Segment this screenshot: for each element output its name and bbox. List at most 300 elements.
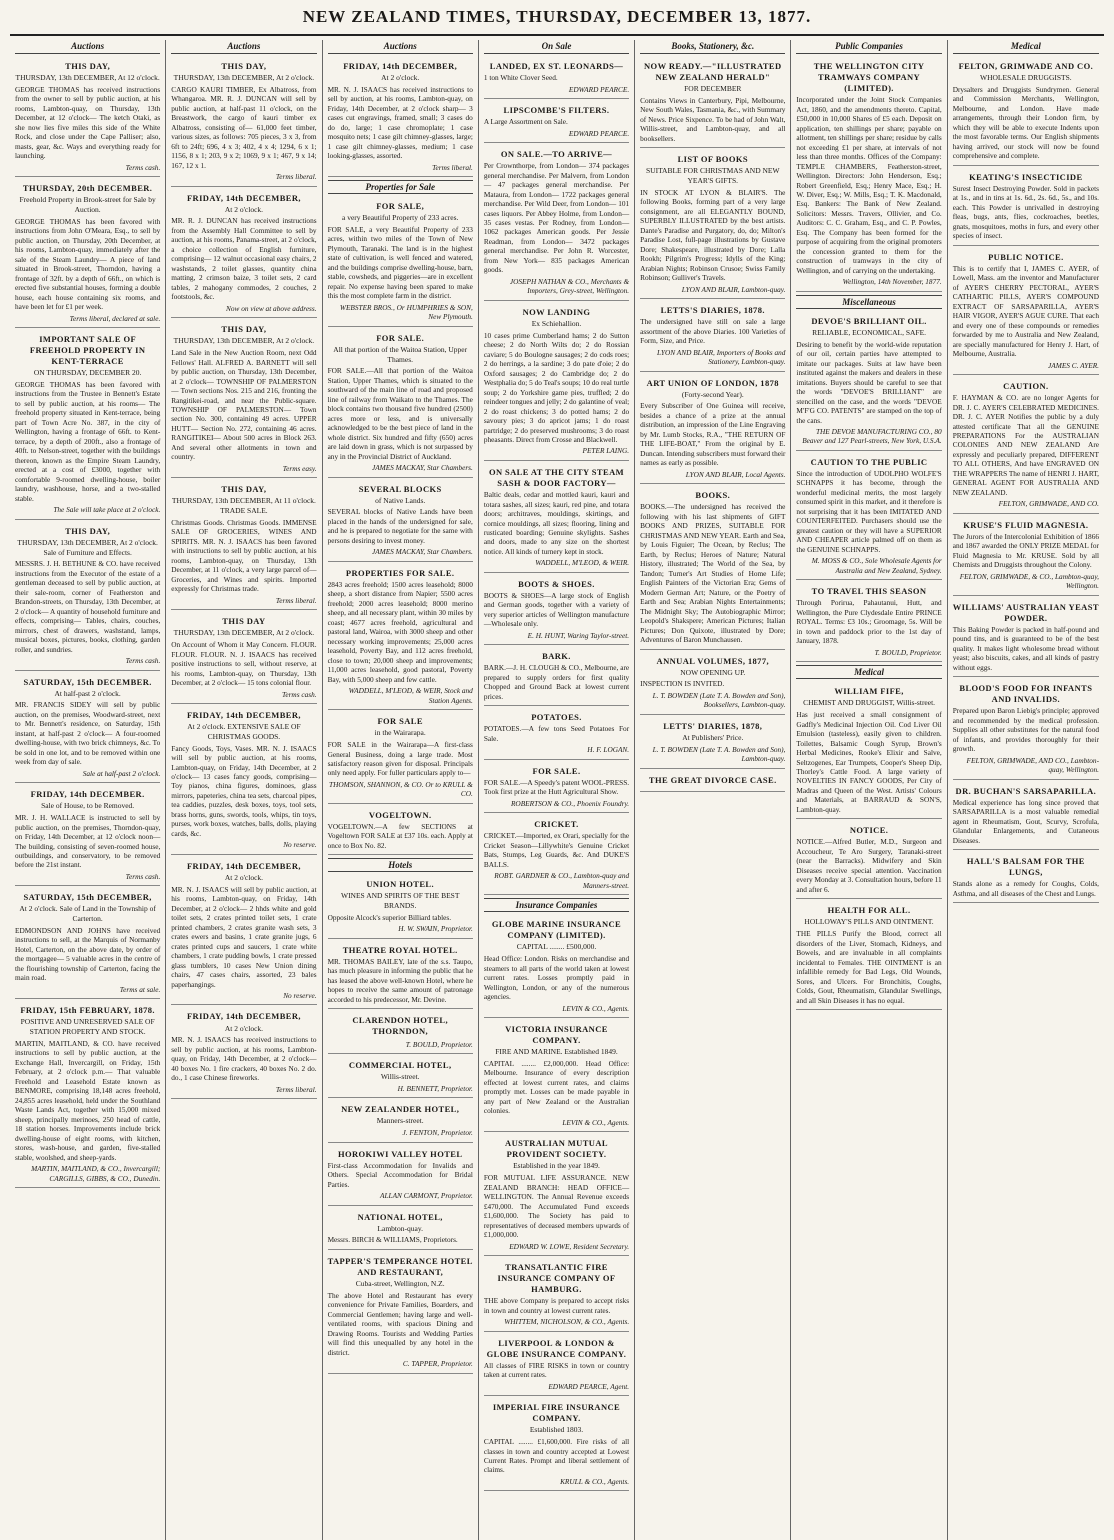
advertisement xyxy=(640,486,785,649)
ad-signature: LEVIN & CO., Agents. xyxy=(562,1117,630,1127)
ad-body: MR. FRANCIS SIDEY will sell by public auction, on the premises, Woodward-street, next to Mr. Bennett's residence, on Saturday, 15th instant, at half-past 2 o'clock— A four-roomed dwelling-house, with two brick chimneys, &c. To be sold in one lot, and to be removed within one week from day of sale. xyxy=(15,700,161,767)
advertisement xyxy=(171,612,316,704)
advertisement xyxy=(640,717,785,769)
ad-body: 2843 acres freehold; 1500 acres leasehold; 8000 sheep, a short distance from Napier; 5500 acres freehold; 2000 acres leasehold; 8000 merino sheep, and all necessary plant, within 30 miles by coast; 4677 acres freehold, agricultural and pastoral land, Wairoa, with 3000 sheep and other necessary working improvements; 25,000 acres leasehold, Poverty Bay, and 112 acres freehold, close to town; 20,000 sheep and improvements; 11,000 acres leasehold, good pastoral, Poverty Bay, with 5,000 sheep and few cattle. xyxy=(327,579,473,684)
ad-signature: T. BOULD, Proprietor. xyxy=(405,1039,473,1049)
ad-signature: C. TAPPER, Proprietor. xyxy=(402,1359,473,1369)
ad-title: PROPERTIES FOR SALE. xyxy=(345,567,455,578)
ad-title: ON SALE AT THE CITY STEAM SASH & DOOR FACTORY— xyxy=(488,466,625,488)
ad-title: FRIDAY, 14th DECEMBER, xyxy=(186,709,301,720)
advertisement xyxy=(953,679,1099,779)
ad-subtitle: At 2 o'clock. xyxy=(224,204,264,214)
ad-body: Surest Insect Destroying Powder. Sold in packets at 1s., and in tins at 1s. 6d., 2s. 6d., 5s., and 10s. each. This Powder is unrivalled in destroying fleas, bugs, ants, flies, cockroaches, beetles, gnats, mosquitoes, moths in furs, and every other species of insect. xyxy=(952,183,1099,241)
ad-signature: ROBERTSON & CO., Phoenix Foundry. xyxy=(510,798,630,808)
ad-title: HOROKIWI VALLEY HOTEL xyxy=(337,1148,463,1159)
ad-title: KRUSE'S FLUID MAGNESIA. xyxy=(963,519,1089,530)
ad-body: CAPITAL ........ £1,600,000. Fire risks of all classes in town and country accepted at Lowest Current Rates. Prompt and liberal settlement of claims. xyxy=(483,1437,630,1475)
ad-title: FRIDAY, 14th DECEMBER, xyxy=(186,192,301,203)
advertisement xyxy=(953,248,1099,375)
ad-subtitle: At 2 o'clock. xyxy=(381,73,420,83)
ad-subtitle: ON THURSDAY, DECEMBER 20. xyxy=(33,368,142,378)
ad-body: Stands alone as a remedy for Coughs, Colds, Asthma, and all diseases of the Chest and Lungs. xyxy=(952,879,1099,898)
ad-title: THE GREAT DIVORCE CASE. xyxy=(648,774,777,785)
ad-title: LIST OF BOOKS xyxy=(677,154,748,165)
ad-body: MR. N. J. ISAACS will sell by public auction, at his rooms, Lambton-quay, on Friday, 14th December, at 2 o'clock— 2 hhds white and gold toilet sets, 2 crates printed toilet sets, 1 crate printed chambers, 2 crates granite wash sets, 3 crates ewers and basins, 1 crate granite jugs, 6 crates printed cups and saucers, 1 crate white chambers, 1 crate pudding bowls, 1 crate pressed glass tumblers, 10 cases New Union dining chairs, 47 cases chairs, assorted, 23 bales paperhangings. xyxy=(171,884,317,989)
ad-signature: L. T. BOWDEN (Late T. A. Bowden and Son), Booksellers, Lambton-quay. xyxy=(652,690,786,710)
ad-subtitle: At 2 o'clock. Sale of Land in the Township of Carterton. xyxy=(19,904,156,924)
column-heading: On Sale xyxy=(484,40,629,54)
ad-signature: Terms at sale. xyxy=(119,984,161,994)
ad-subtitle: THURSDAY, 13th DECEMBER, At 2 o'clock. xyxy=(173,336,315,346)
ad-body: GEORGE THOMAS has received instructions from the owner to sell by public auction, at his rooms, Lambton-quay, on Thursday, 13th December, at 12 o'clock— The ketch Otaki, as she now lies five miles this side of the White Rock, and close under the Cape Palliser; also, masts, gear, &c. Ways and everything ready for launching. xyxy=(15,84,161,161)
ad-title: WILLIAMS' AUSTRALIAN YEAST POWDER. xyxy=(952,601,1099,623)
ad-signature: Terms liberal. xyxy=(432,162,473,172)
column-heading: Auctions xyxy=(328,40,473,54)
advertisement xyxy=(640,150,785,299)
ad-title: CAUTION TO THE PUBLIC xyxy=(810,456,928,467)
ad-title: KEATING'S INSECTICIDE xyxy=(969,171,1083,182)
advertisement xyxy=(328,1056,473,1098)
ad-subtitle: All that portion of the Waitoa Station, Upper Thames. xyxy=(333,344,468,364)
column-heading: Medical xyxy=(953,40,1099,54)
ad-signature: No reserve. xyxy=(283,990,317,1000)
advertisement xyxy=(328,329,473,478)
ad-signature: EDWARD W. LOWE, Resident Secretary. xyxy=(509,1241,630,1251)
ad-signature: THE DEVOE MANUFACTURING CO., 80 Beaver and 127 Pearl-streets, New York, U.S.A. xyxy=(802,426,942,446)
ad-title: FRIDAY, 14th DECEMBER. xyxy=(30,789,145,800)
ad-signature: Sale at half-past 2 o'clock. xyxy=(82,768,161,778)
ad-signature: FELTON, GRIMWADE, & CO., Lambton-quay, Wellington. xyxy=(959,571,1099,591)
ad-title: THIS DAY, xyxy=(221,61,267,71)
ad-title: AUSTRALIAN MUTUAL PROVIDENT SOCIETY. xyxy=(505,1138,608,1160)
ad-signature: LYON AND BLAIR, Lambton-quay. xyxy=(681,284,786,294)
ad-signature: MARTIN, MAITLAND, & CO., Invercargill; CARGILLS, GIBBS, & CO., Dunedin. xyxy=(31,1164,161,1183)
ad-title: FOR SALE. xyxy=(532,765,581,776)
ad-subtitle: At 2 o'clock. EXTENSIVE SALE OF CHRISTMAS GOODS. xyxy=(187,722,301,741)
ad-signature: FELTON, GRIMWADE, AND CO., Lambton-quay, Wellington. xyxy=(966,755,1099,775)
advertisement xyxy=(953,782,1099,850)
ad-title: CRICKET. xyxy=(534,819,579,830)
advertisement xyxy=(484,1258,629,1332)
ad-body: Per Crownthorpe, from London— 374 packages general merchandise. Per Malvern, from London— 47 packages general merchandise. Per Mataura, from London— 1722 packages general merchandise. Per Wild Deer, from London— 101 cases liquors. Per Abbey Holme, from London— 35 cases vestas. Per Rodney, from London— 1062 packages American goods. Per Jessie Readman, from London— 3472 packages general merchandise. Per John R. Worcester, from New York— 835 packages American goods. xyxy=(483,161,630,275)
advertisement xyxy=(484,815,629,895)
ad-body: The undersigned have still on sale a large assortment of the above Diaries. 100 Varieties of Form, Size, and Price. xyxy=(640,317,786,346)
ad-body: EDMONDSON AND JOHNS have received instructions to sell, at the Marquis of Normanby Hotel, Carterton, on the above date, by order of the mortgagee— 5 valuable acres in the centre of the flourishing township of Carterton, facing the main road. xyxy=(15,925,161,983)
ad-signature: WEBSTER BROS., Or HUMPHRIES & SON, New Plymouth. xyxy=(339,302,473,322)
ad-title: THURSDAY, 20th DECEMBER. xyxy=(22,183,153,194)
ad-body: BOOKS.—The undersigned has received the following with his last shipments of GIFT BOOKS AND PRIZES, SUITABLE FOR CHRISTMAS AND NEW YEAR. Earth and Sea, by Louis Figuier; The Ocean, by Reclus; The Earth, by Reclus; Heroes of Nature; Natural History, illustrated; The World of the Sea, by Tandon; Turner's Art Studies of Home Life; English Painters of the Victorian Era; Gems of Modern German Art; Nature, or the Poetry of Earth and Sea; Arabian Nights Entertainments; The Midnight Sky; The Autobiographic Mirror; Leopold's Shakspere; American Pictures; Italian Pictures; Don Quixote, illustrated by Dore; Adventures of Baron Munchausen. xyxy=(640,502,786,645)
section-heading: Medical xyxy=(796,665,941,679)
advertisement xyxy=(953,516,1099,596)
ad-subtitle: SUITABLE FOR CHRISTMAS AND NEW YEAR'S GIFTS. xyxy=(645,166,780,186)
ad-title: COMMERCIAL HOTEL, xyxy=(348,1060,452,1070)
advertisement xyxy=(15,330,160,520)
advertisement xyxy=(328,1011,473,1054)
ad-title: FOR SALE. xyxy=(376,332,425,343)
ad-subtitle: THURSDAY, 13th DECEMBER, At 2 o'clock. xyxy=(173,73,315,83)
ad-body: MR. J. H. WALLACE is instructed to sell by public auction, on the premises, Thorndon-quay, on Friday, 14th December, at 12 o'clock noon— The building, consisting of seven-roomed house, outbuildings, and conservatory, to be removed before the 21st instant. xyxy=(15,813,161,870)
ad-body: Through Porirua, Pahautanui, Hutt, and Wellington, the Pure Clydesdale Entire PRINCE ROYAL. Terms: £3 10s.; Groomage, 5s. Will be in town and paddock prior to the 1st day of January, 1878. xyxy=(796,598,942,646)
ad-title: POTATOES. xyxy=(531,712,582,723)
advertisement xyxy=(328,564,473,710)
ad-title: FRIDAY, 14th DECEMBER, xyxy=(186,860,301,871)
ad-body: IN STOCK AT LYON & BLAIR'S. The following Books, forming part of a very large consignment, are all ELEGANTLY BOUND, SUPERBLY ILLUSTRATED by the best artists. Dante's Paradise and Purgatory, do, do; Milton's Paradise Lost, full-page illustrations by Gustave Dore; Shakespeare, illustrated by Dore; Lalla Rookh; Pilgrim's Progress; Idylls of the King; Arabian Nights; Robinson Crusoe; Swiss Family Robinson; Gulliver's Travels. xyxy=(640,187,786,283)
ad-title: PUBLIC NOTICE. xyxy=(988,251,1064,262)
advertisement xyxy=(171,320,316,478)
columns xyxy=(10,40,1104,1540)
ad-signature: H. W. SWAIN, Proprietor. xyxy=(398,924,473,934)
ad-subtitle: Manners-street. xyxy=(376,1116,424,1126)
advertisement xyxy=(796,901,941,1010)
ad-signature: Terms cash. xyxy=(125,871,161,881)
ad-body: FOR SALE, a very Beautiful Property of 233 acres, within two miles of the Town of New Plymouth, Taranaki. The land is in the highest state of cultivation, is well fenced and watered, and the buildings comprise dwelling-house, barn, stable, cowsheds, and piggeries—are in excellent repair. No expense having been spared to make this the most complete farm in the district. xyxy=(327,224,473,301)
advertisement xyxy=(953,377,1099,514)
advertisement xyxy=(328,1100,473,1142)
ad-title: HALL'S BALSAM FOR THE LUNGS, xyxy=(966,856,1085,878)
advertisement xyxy=(328,1208,473,1250)
advertisement xyxy=(640,374,785,485)
ad-signature: Wellington, 14th November, 1877. xyxy=(842,277,942,287)
column xyxy=(10,40,166,1540)
ad-title: THIS DAY, xyxy=(221,324,267,335)
ad-subtitle: At 2 o'clock. xyxy=(224,1023,264,1033)
ad-signature: Terms liberal. xyxy=(275,1084,317,1094)
advertisement xyxy=(484,145,629,301)
advertisement xyxy=(484,647,629,706)
advertisement xyxy=(171,857,316,1006)
ad-subtitle: (Forty-second Year). xyxy=(681,389,744,399)
ad-signature: No reserve. xyxy=(283,840,317,850)
ad-subtitle: THURSDAY, 13th DECEMBER, At 2 o'clock. Sale of Furniture and Effects. xyxy=(17,537,158,557)
ad-body: Since the introduction of UDOLPHO WOLFE'S SCHNAPPS it has become, through the wonderful medicinal merits, the most largely consumed spirit in this market, and it therefore is not surprising that it has been IMITATED AND COUNTERFEITED. Purchasers should use the greatest caution or they will have a SUPERIOR AND CHEAPER article palmed off on them as the GENUINE SCHNAPPS. xyxy=(796,469,942,554)
advertisement xyxy=(484,915,629,1018)
ad-title: VICTORIA INSURANCE COMPANY. xyxy=(505,1024,608,1046)
ad-title: DEVOE'S BRILLIANT OIL. xyxy=(811,315,927,326)
ad-body: On Account of Whom it May Concern. FLOUR. FLOUR. FLOUR. N. J. ISAACS has received positive instructions to sell, without reserve, at his rooms, Lambton-quay, on Thursday, 13th December, at 2 o'clock— 15 tons colonial flour. xyxy=(171,640,317,688)
ad-body: The Jurors of the Intercolonial Exhibition of 1866 and 1867 awarded the ONLY PRIZE MEDAL for Fluid Magnesia to Mr. KRUSE. Sold by all Chemists and Druggists throughout the Colony. xyxy=(952,531,1099,570)
ad-body: SEVERAL blocks of Native Lands have been placed in the hands of the undersigned for sale, and he is prepared to negotiate for the same with persons desiring to invest money. xyxy=(327,507,473,545)
advertisement xyxy=(484,463,629,573)
ad-title: IMPORTANT SALE OF FREEHOLD PROPERTY IN KENT-TERRACE xyxy=(29,334,146,367)
ad-body: POTATOES.—A few tons Seed Potatoes For Sale. xyxy=(483,724,630,743)
ad-body: INSPECTION IS INVITED. xyxy=(640,679,725,689)
column xyxy=(323,40,479,1540)
advertisement xyxy=(640,771,785,792)
ad-signature: E. H. HUNT, Waring Taylor-street. xyxy=(527,630,630,640)
ad-body: Drysalters and Druggists Sundrymen. General and Commission Merchants, Wellington, Melbourne, and London. Have made arrangements, through their London firm, by which they will be able to execute Indents upon the most favorable terms. Our English shipments having arrived, our stock will now be found comprehensive and complete. xyxy=(952,84,1099,161)
ad-title: TO TRAVEL THIS SEASON xyxy=(811,586,927,597)
ad-signature: JAMES MACKAY, Star Chambers. xyxy=(371,547,473,557)
advertisement xyxy=(15,673,160,784)
ad-signature: Terms liberal. xyxy=(275,172,317,182)
ad-subtitle: Sale of House, to be Removed. xyxy=(41,801,135,811)
ad-title: THE WELLINGTON CITY TRAMWAYS COMPANY (LIMITED). xyxy=(813,61,925,94)
ad-title: THIS DAY xyxy=(222,616,266,627)
ad-signature: T. BOULD, Proprietor. xyxy=(874,647,942,657)
ad-signature: L. T. BOWDEN (Late T. A. Bowden and Son), Lambton-quay. xyxy=(652,744,786,764)
ad-signature: KRULL & CO., Agents. xyxy=(560,1476,630,1486)
advertisement xyxy=(328,806,473,856)
ad-body: First-class Accommodation for Invalids and Others. Special Accommodation for Bridal Parties. xyxy=(327,1160,473,1189)
ad-body: FOR SALE in the Wairarapa—A first-class General Business, doing a large trade. Most satisfactory reason given for disposal. Principals only need apply. For fuller particulars apply to— xyxy=(327,740,473,778)
ad-subtitle: Freehold Property in Brook-street for Sale by Auction. xyxy=(19,195,156,214)
ad-signature: Terms cash. xyxy=(281,689,317,699)
column xyxy=(166,40,322,1540)
advertisement xyxy=(328,941,473,1009)
section-heading: Properties for Sale xyxy=(328,180,473,194)
ad-subtitle: in the Wairarapa. xyxy=(374,728,426,738)
advertisement xyxy=(796,682,941,819)
ad-subtitle: CHEMIST AND DRUGGIST, Willis-street. xyxy=(803,698,936,708)
ad-subtitle: At half-past 2 o'clock. xyxy=(54,688,121,698)
ad-title: NATIONAL HOTEL, xyxy=(357,1211,443,1222)
ad-signature: LYON AND BLAIR, Local Agents. xyxy=(685,469,786,479)
ad-body: MR. R. J. DUNCAN has received instructions from the Assembly Hall Committee to sell by auction, at his rooms, Panama-street, at 2 o'clock, a choice collection of English furniture, comprising— 12 walnut occasional easy chairs, 2 washstands, 2 toilet glasses, quantity china matting, 2 crimson baize, 3 toilet sets, 2 card tables, 2 mahogany commodes, 2 couches, 2 footstools, &c. xyxy=(171,216,317,302)
advertisement xyxy=(484,1020,629,1132)
ad-subtitle: THURSDAY, 13th DECEMBER, At 12 o'clock. xyxy=(15,73,160,83)
ad-subtitle: of Native Lands. xyxy=(375,495,426,505)
ad-signature: Terms cash. xyxy=(125,162,161,172)
advertisement xyxy=(328,57,473,177)
advertisement xyxy=(484,303,629,461)
advertisement xyxy=(484,762,629,814)
ad-title: ART UNION OF LONDON, 1878 xyxy=(646,377,779,388)
ad-body: MARTIN, MAITLAND, & CO. have received instructions to sell by public auction, at the Exchange Hall, Invercargill, on Friday, 15th February, at 2 o'clock p.m.— That valuable Freehold and Leasehold Estate known as BENMORE, comprising 18,148 acres freehold, 24,855 acres leasehold, held under the Southland Waste Lands Act, together with 15,000 mixed sheep, principally merinoes, 250 head of cattle, 18 station horses. Improvements include brick dwelling-house of eight rooms, with kitchen, stores, wash-house, and garden, five-stalled stable, woolshed, and sheep-yards. xyxy=(15,1038,161,1162)
ad-body: Opposite Alcock's superior Billiard tables. xyxy=(327,912,452,922)
advertisement xyxy=(328,197,473,327)
ad-body: 1 ton White Clover Seed. xyxy=(483,73,558,83)
ad-body: MR. N. J. ISAACS has received instructions to sell by auction, at his rooms, Lambton-quay, on Friday, 14th December, at 2 o'clock sharp— 3 cases cut engravings, framed, small; 3 cases do do do, large; 1 case chromoplate; 1 case mosquito nets; 1 case gilt chimney-glasses, large; 1 case gilt chimney-glasses, medium; 1 case looking-glasses, assorted. xyxy=(327,84,473,161)
ad-subtitle: Ex Schiehallion. xyxy=(531,318,582,328)
column-heading: Books, Stationery, &c. xyxy=(640,40,785,54)
ad-body: MR. THOMAS BAILEY, late of the s.s. Taupo, has much pleasure in informing the public that he has leased the above well-known Hotel, where he hopes to receive the same amount of patronage accorded to his predecessor, Mr. Devine. xyxy=(327,957,473,1004)
advertisement xyxy=(640,652,785,715)
ad-subtitle: Willis-street. xyxy=(380,1072,420,1082)
ad-title: THIS DAY, xyxy=(221,484,267,495)
advertisement xyxy=(484,575,629,645)
ad-title: THIS DAY, xyxy=(65,525,111,536)
ad-body: Incorporated under the Joint Stock Companies Act, 1860, and the amendments thereto. Capital, £50,000 in 10,000 Shares of £5 each. Deposit on application, ten shillings per share; payable on allotment, ten shillings per share; residue by calls not exceeding £1 per share, at intervals of not less than three months. Offices of the Company: TEMPLE CHAMBERS, Featherston-street, Wellington. Directors: John Henderson, Esq.; Robert Greenfield, Esq.; Henry Mace, Esq.; H. W. Diver, Esq.; W. Mills, Esq.; T. K. Macdonald, Esq. Bankers: The Bank of New Zealand. Solicitors: Messrs. Travers, Ollivier, and Co. Auditors: C. C. Graham, Esq., and C. P. Powles, Esq. The Company has been formed for the purpose of acquiring from the original promoters the concession granted to them for the construction of tramways in the city of Wellington, and of carrying on the undertaking. xyxy=(796,95,942,275)
ad-body: NOTICE.—Alfred Butler, M.D., Surgeon and Accoucheur, Te Aro Surgery, Taranaki-street (near the Barracks). Midwifery and Skin Diseases receive special attention. Vaccination every Monday at 3. Consultation hours, before 11 and after 6. xyxy=(796,837,942,894)
advertisement xyxy=(171,480,316,610)
ad-title: DR. BUCHAN'S SARSAPARILLA. xyxy=(955,785,1097,796)
ad-subtitle: POSITIVE AND UNRESERVED SALE OF STATION PROPERTY AND STOCK. xyxy=(20,1017,155,1037)
ad-title: BOOKS. xyxy=(695,490,731,501)
ad-body: All classes of FIRE RISKS in town or country taken at current rates. xyxy=(483,1360,630,1380)
ad-title: TRANSATLANTIC FIRE INSURANCE COMPANY OF HAMBURG. xyxy=(497,1262,616,1295)
ad-title: FRIDAY, 14th DECEMBER, xyxy=(186,1011,301,1022)
advertisement xyxy=(953,168,1099,246)
advertisement xyxy=(953,852,1099,903)
advertisement xyxy=(796,57,941,292)
column xyxy=(479,40,635,1540)
ad-title: BLOOD'S FOOD FOR INFANTS AND INVALIDS. xyxy=(959,683,1093,705)
ad-signature: PETER LAING. xyxy=(582,446,630,456)
ad-signature: H. BENNETT, Proprietor. xyxy=(397,1083,473,1093)
ad-subtitle: WINES AND SPIRITS OF THE BEST BRANDS. xyxy=(340,891,460,911)
ad-title: SEVERAL BLOCKS xyxy=(358,483,442,494)
advertisement xyxy=(15,785,160,886)
ad-body: F. HAYMAN & CO. are no longer Agents for DR. J. C. AYER'S CELEBRATED MEDICINES. DR. J. C. AYER Notifies the public by a duly attested certificate That all the GENUINE PREPARATIONS For the AUSTRALIAN COLONIES AND NEW ZEALAND Are expressly and peculiarly prepared, DIFFERENT TO ALL OTHERS, And have ENGRAVED ON THE WRAPPERS The name of HENRI J. HART, GENERAL AGENT FOR AUSTRALIA AND NEW ZEALAND. xyxy=(952,393,1099,497)
ad-signature: EDWARD PEARCE, Agent. xyxy=(548,1381,630,1391)
ad-title: ON SALE.—TO ARRIVE— xyxy=(500,149,613,160)
ad-subtitle: Cuba-street, Wellington, N.Z. xyxy=(355,1278,445,1288)
advertisement xyxy=(328,875,473,939)
section-heading: Miscellaneous xyxy=(796,295,941,309)
ad-subtitle: THURSDAY, 13th DECEMBER, At 11 o'clock. TRADE SALE. xyxy=(171,496,316,516)
ad-title: NOTICE. xyxy=(849,825,889,836)
ad-body: Baltic deals, cedar and mottled kauri, kauri and totara sashes, all sizes; kauri, red pine, and totara doors; architraves, mouldings, skirtings, and cornice mouldings, all sizes; flooring, lining and rusticated boarding; Genuine skylights. Sashes and doors, made to any size on the shortest notice. All kinds of turnery kept in stock. xyxy=(483,490,630,556)
ad-title: HEALTH FOR ALL. xyxy=(827,905,911,916)
ad-body: FOR SALE.—A Speedy's patent WOOL-PRESS. Took first prize at the Hutt Agricultural Show. xyxy=(483,777,630,797)
ad-body: Christmas Goods. Christmas Goods. IMMENSE SALE OF GROCERIES, WINES AND SPIRITS. MR. N. J. ISAACS has been favored with instructions to sell by public auction, at his rooms, Lambton-quay, on Thursday, 13th December, at 11 o'clock, a very large parcel of— Groceries, and Wines and spirits. Imported expressly for Christmas trade. xyxy=(171,517,317,594)
ad-title: TAPPER'S TEMPERANCE HOTEL AND RESTAURANT, xyxy=(327,1255,473,1277)
advertisement xyxy=(484,1398,629,1491)
ad-signature: FELTON, GRIMWADE, AND CO. xyxy=(998,499,1099,509)
advertisement xyxy=(328,1145,473,1206)
ad-title: LETTS'S DIARIES, 1878. xyxy=(660,305,765,316)
column-heading: Auctions xyxy=(171,40,316,54)
ad-title: LETTS' DIARIES, 1878, xyxy=(663,720,763,731)
advertisement xyxy=(15,1001,160,1188)
ad-body: CAPITAL ........ £2,000,000. Head Office: Melbourne. Insurance of every description effected at lowest current rates, and claims promptly met. Losses can be made payable in any part of New Zealand or the Australian colonies. xyxy=(483,1058,630,1116)
advertisement xyxy=(796,312,941,451)
ad-subtitle: Established in the year 1849. xyxy=(513,1161,600,1171)
section-heading: Hotels xyxy=(328,858,473,872)
ad-subtitle: a very Beautiful Property of 233 acres. xyxy=(341,213,459,223)
ad-body: Head Office: London. Risks on merchandise and steamers to all parts of the world taken at lowest current rates. Losses promptly paid in Wellington, London, or any of the numerous agencies. xyxy=(483,954,630,1002)
ad-body: CRICKET.—Imported, ex Orari, specially for the Cricket Season—Lillywhite's Genuine Cricket Bats, Stumps, Leg Guards, &c. And DUKE'S BALLS. xyxy=(483,831,630,869)
ad-body: CARGO KAURI TIMBER, Ex Albatross, from Whangaroa. MR. R. J. DUNCAN will sell by public auction, at half-past 11 o'clock, on the Breastwork, the cargo of kauri timber ex Albatross, consisting of— 61,000 feet timber, various sizes, as follows: 705 pieces, 3 x 3, from 6ft to 24ft; 696, 4 x 3; 402, 4 x 4; 1294, 6 x 1; 1156, 8 x 1; 203, 9 x 2; 1069, 9 x 1; 467, 9 x 14; 167, 12 x 1. xyxy=(171,84,317,170)
advertisement xyxy=(796,821,941,899)
column-heading: Auctions xyxy=(15,40,160,54)
advertisement xyxy=(484,101,629,143)
ad-title: IMPERIAL FIRE INSURANCE COMPANY. xyxy=(492,1402,621,1424)
ad-body: VOGELTOWN.—A few SECTIONS at Vogeltown FOR SALE at £37 10s. each. Apply at once to Box No. 82. xyxy=(327,821,473,850)
ad-body: Contains Views in Canterbury, Pipi, Melbourne, New South Wales, Tasmania, &c., with Summary of News. Price Sixpence. To be had of John Walt, Willis-street, and Lambton-quay, and all booksellers. xyxy=(640,95,786,143)
ad-title: SATURDAY, 15th DECEMBER. xyxy=(23,676,152,687)
ad-title: LANDED, EX ST. LEONARDS— xyxy=(489,61,624,71)
ad-title: FRIDAY, 15th FEBRUARY, 1878. xyxy=(20,1005,155,1016)
column-heading: Public Companies xyxy=(796,40,941,54)
ad-signature: EDWARD PEARCE. xyxy=(568,128,630,138)
ad-title: LIVERPOOL & LONDON & GLOBE INSURANCE COMPANY. xyxy=(486,1337,627,1359)
advertisement xyxy=(171,189,316,319)
ad-signature: WHITTEM, NICHOLSON, & CO., Agents. xyxy=(504,1317,630,1327)
ad-title: NOW LANDING xyxy=(522,306,591,317)
ad-signature: M. MOSS & CO., Sole Wholesale Agents for Australia and New Zealand, Sydney. xyxy=(811,556,942,575)
section-heading: Insurance Companies xyxy=(484,898,629,912)
ad-body: This Baking Powder is packed in half-pound and pound tins, and is guaranteed to be of the best quality. It makes light wholesome bread without yeast; also biscuits, cakes, and all kinds of pastry without eggs. xyxy=(952,624,1099,672)
ad-title: BOOTS & SHOES. xyxy=(518,578,595,589)
ad-signature: JAMES MACKAY, Star Chambers. xyxy=(371,463,473,473)
ad-signature: WADDELL, M'LEOD, & WEIR. xyxy=(535,558,630,568)
advertisement xyxy=(171,1007,316,1099)
ad-subtitle: HOLLOWAY'S PILLS AND OINTMENT. xyxy=(804,917,934,927)
ad-body: Fancy Goods, Toys, Vases. MR. N. J. ISAACS will sell by public auction, at his rooms, Lambton-quay, on Friday, 14th December, at 2 o'clock— 13 cases fancy goods, comprising— Toy pianos, china figures, dominoes, glass mirrors, papeteries, china tea sets, charcoal pipes, tea caddies, puzzles, desk boxes, toys, tool sets, brass horns, guns, swords, tools, whips, tin toys, purses, work boxes, watches, balls, dolls, playing cards, &c. xyxy=(171,743,317,838)
column xyxy=(791,40,947,1540)
ad-title: FRIDAY, 14th DECEMBER, xyxy=(343,61,458,71)
ad-signature: LEVIN & CO., Agents. xyxy=(562,1003,630,1013)
ad-subtitle: Established 1803. xyxy=(529,1425,584,1435)
ad-signature: H. F. LOGAN. xyxy=(587,745,630,755)
ad-title: FOR SALE, xyxy=(376,201,425,212)
ad-body: 10 cases prime Cumberland hams; 2 do Sutton cheese; 2 do North Wilts do; 2 do Rossian caviare; 5 do Boulogne sausages; 2 do cods roes; 2 do herrings, a la sardine; 3 do pate d'oie; 2 do Oxford sausages; 2 do Cambridge do; 2 do Westphalia do; 5 do Teal's soups; 10 do real turtle soup; 2 do Yorkshire game pies, truffled; 2 do reindeer tongues and jelly; 2 do galantine of veal; 2 do roast chickens; 3 do potted hams; 2 do savoury pies; 3 do apricot jams; 1 do roast partridge; 2 do preserved mushrooms; 3 do roast pheasants. Direct from Crosse and Blackwell. xyxy=(483,330,630,444)
column xyxy=(948,40,1104,1540)
ad-signature: The Sale will take place at 2 o'clock. xyxy=(53,505,161,515)
ad-signature: THOMSON, SHANNON, & CO. Or to KRULL & CO. xyxy=(329,779,473,799)
ad-body: FOR MUTUAL LIFE ASSURANCE. NEW ZEALAND BRANCH: HEAD OFFICE—WELLINGTON. The Annual Revenue exceeds £470,000. The Accumulated Fund exceeds £1,600,000. The Society has paid to representatives of deceased members upwards of £1,000,000. xyxy=(483,1173,630,1240)
ad-signature: Terms liberal, declared at sale. xyxy=(69,313,161,323)
ad-signature: Terms easy. xyxy=(282,463,317,473)
ad-subtitle: At Publishers' Price. xyxy=(682,732,744,742)
advertisement xyxy=(484,1134,629,1256)
advertisement xyxy=(484,57,629,99)
advertisement xyxy=(171,57,316,187)
ad-body: Land Sale in the New Auction Room, next Odd Fellows' Hall. ALFRED A. BARNETT will sell by public auction, on Thursday, 13th December, at 2 o'clock— TOWNSHIP OF PALMERSTON— Town sections Nos. 215 and 216, fronting the Rangitikei-road, and near the Public-square. TOWNSHIP OF PALMERSTON— Town section No. 300, containing 49 acres. UPPER HUTT— Section No. 272, containing 46 acres. RANGITIKEI— About 500 acres in Block 263. And several other allotments in town and country. xyxy=(171,348,317,462)
advertisement xyxy=(171,706,316,855)
ad-title: NOW READY.—"ILLUSTRATED NEW ZEALAND HERALD" xyxy=(644,61,782,83)
ad-title: WILLIAM FIFE, xyxy=(834,686,904,697)
advertisement xyxy=(15,888,160,999)
ad-signature: ROBT. GARDNER & CO., Lambton-quay and Manners-street. xyxy=(494,871,630,890)
advertisement xyxy=(328,712,473,804)
ad-body: Prepared upon Baron Liebig's principle; approved and recommended by the medical profession. Supplies all other substitutes for the natural food of infants, and provides thoroughly for their growth. xyxy=(952,706,1099,754)
ad-body: This is to certify that I, JAMES C. AYER, of Lowell, Mass. am the inventor and Manufacturer of AYER'S CHERRY PECTORAL, AYER'S CATHARTIC PILLS, AYER'S COMPOUND EXTRACT OF SARSAPARILLA, AYER'S HAIR VIGOR, AYER'S AGUE CURE. That each and every one of these compounds or remedies forwarded by me to Australia and New Zealand, are specially manufactured for Henry J. Hart, of Melbourne, Australia. xyxy=(952,263,1099,359)
ad-title: LIPSCOMBE'S FILTERS. xyxy=(503,105,610,116)
advertisement xyxy=(796,582,941,662)
advertisement xyxy=(640,57,785,148)
ad-body: GEORGE THOMAS has been favored with instructions from the Trustee in Bennett's Estate to sell by public auction, at his rooms— The freehold property situated in Kent-terrace, being part of Town Acre No. 387, in the city of Wellington, having a frontage of 66ft. to Kent-terrace, by a depth of 200ft., also a frontage of 40ft. to Nelson-street, together with the buildings thereon, known as the Empire Steam Laundry, erected at a cost of £3000, together with comfortable 9-roomed dwelling-house, boiler laundry, washhouse, horse, and a two-stalled stable. xyxy=(15,379,161,503)
ad-title: VOGELTOWN. xyxy=(368,809,432,820)
ad-body: MR. N. J. ISAACS has received instructions to sell by public auction, at his rooms, Lambton-quay, on Friday, 14th December, at 2 o'clock— 40 boxes No. 1 fire crackers, 40 boxes No. 2 do. do., 1 case Chinese fireworks. xyxy=(171,1035,317,1083)
ad-body: The above Hotel and Restaurant has every convenience for Private Families, Boarders, and Commercial Gentlemen; having large and well-ventilated rooms, with spacious Dining and Drawing Rooms. Tourists and Wedding Parties will find this unequalled by any hotel in the district. xyxy=(327,1290,473,1357)
ad-title: ANNUAL VOLUMES, 1877, xyxy=(656,655,769,666)
ad-signature: J. FENTON, Proprietor. xyxy=(402,1128,473,1138)
advertisement xyxy=(328,1252,473,1374)
ad-title: CLARENDON HOTEL, THORNDON, xyxy=(352,1015,449,1037)
ad-signature: LYON AND BLAIR, Importers of Books and Stationery, Lambton-quay. xyxy=(656,347,786,367)
ad-body: Medical experience has long since proved that SARSAPARILLA is a most valuable remedial agent in Rheumatism, Gout, Scurvy, Scrofula, Glandular Enlargements, and Cutaneous Diseases. xyxy=(952,797,1099,845)
ad-title: BARK. xyxy=(542,651,571,662)
ad-body: FOR SALE.—All that portion of the Waitoa Station, Upper Thames, which is situated to the southward of the main line of road and proposed line of railway from Waikato to the Thames. The block contains two thousand five hundred (2500) acres more or less, and is universally acknowledged to be the best piece of land in the whole district. Six hundred and fifty (650) acres are laid down in grass, which is not surpassed by any in the Provincial District of Auckland. xyxy=(327,366,473,461)
ad-title: FOR SALE xyxy=(377,716,423,727)
ad-signature: Terms cash. xyxy=(125,656,161,666)
ad-title: SATURDAY, 15th DECEMBER, xyxy=(23,892,152,903)
ad-title: FELTON, GRIMWADE AND CO. xyxy=(958,61,1094,71)
ad-subtitle: Lambton-quay. xyxy=(377,1223,423,1233)
advertisement xyxy=(484,708,629,760)
ad-body: THE PILLS Purify the Blood, correct all disorders of the Liver, Stomach, Kidneys, and Bowels, and are invaluable in all complaints incidental to Females. THE OINTMENT is an infallible remedy for Bad Legs, Old Wounds, Sores, and Ulcers. For Bronchitis, Coughs, Colds, Gout, Rheumatism, Glandular Swellings, and all Skin Diseases it has no equal. xyxy=(796,929,942,1005)
ad-title: NEW ZEALANDER HOTEL, xyxy=(341,1104,460,1115)
advertisement xyxy=(953,57,1099,166)
ad-signature: JOSEPH NATHAN & CO., Merchants & Importers, Grey-street, Wellington. xyxy=(509,276,630,296)
advertisement xyxy=(328,480,473,562)
ad-title: THEATRE ROYAL HOTEL. xyxy=(342,944,458,955)
ad-body: A Large Assortment on Sale. xyxy=(483,117,568,127)
ad-body: GEORGE THOMAS has been favored with instructions from John O'Meara, Esq., to sell by public auction, on Thursday, 20th December, at his rooms, Lambton-quay, immediately after the sale of the Steam Laundry— A piece of land situated in Brook-street, Thorndon, having a frontage of 32ft. by a depth of 66ft., on which is erected five substantial houses, forming a double house, each house containing six rooms, and have been let for £1 per week. xyxy=(15,216,161,312)
advertisement xyxy=(796,453,941,580)
advertisement xyxy=(15,179,160,328)
ad-subtitle: RELIABLE, ECONOMICAL, SAFE. xyxy=(812,327,927,337)
column xyxy=(635,40,791,1540)
ad-subtitle: WHOLESALE DRUGGISTS. xyxy=(980,73,1072,83)
ad-title: GLOBE MARINE INSURANCE COMPANY (LIMITED). xyxy=(491,919,622,941)
ad-subtitle: THURSDAY, 13th DECEMBER, At 2 o'clock. xyxy=(173,628,315,638)
ad-body: THE above Company is prepared to accept risks in town and country at lowest current rates. xyxy=(483,1296,630,1315)
ad-signature: Terms liberal. xyxy=(275,595,317,605)
ad-body: Messrs. BIRCH & WILLIAMS, Proprietors. xyxy=(327,1235,458,1245)
